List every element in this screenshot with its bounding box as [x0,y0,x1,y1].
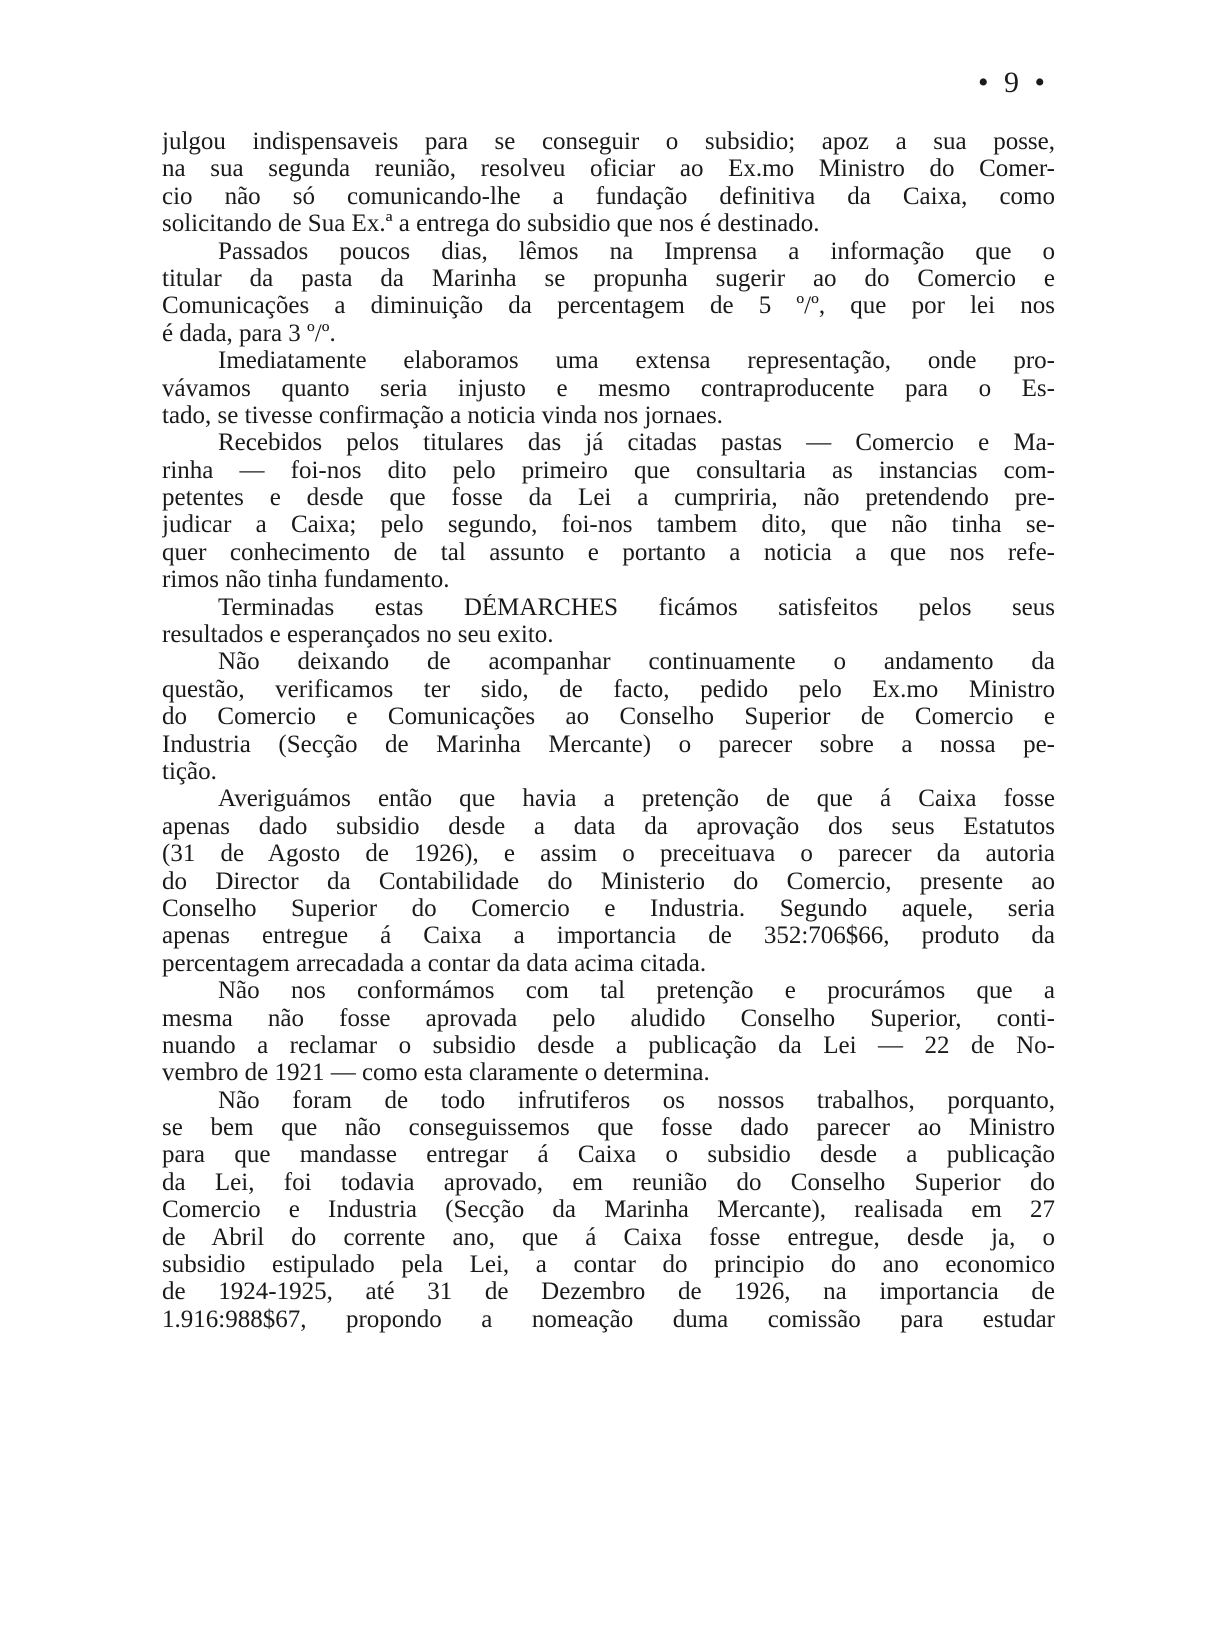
text-line: apenas entregue á Caixa a importancia de 352:706$66, produto da [162,922,1055,950]
text-line: titular da pasta da Marinha se propunha sugerir ao do Comercio e [162,264,1055,292]
text-line: Terminadas estas DÉMARCHES ficámos satisfeitos pelos seus [218,593,1055,621]
paragraph [162,238,1055,348]
text-line: tição. [162,757,217,785]
text-line: (31 de Agosto de 1926), e assim o preceituava o parecer da autoria [162,840,1055,868]
text-line: Averiguámos então que havia a pretenção de que á Caixa fosse [218,785,1055,813]
text-line: nuando a reclamar o subsidio desde a publicação da Lei — 22 de No- [162,1031,1055,1059]
page-number: • 9 • [978,66,1050,99]
text-line: na sua segunda reunião, resolveu oficiar ao Ex.mo Ministro do Comer- [162,155,1055,183]
paragraph [162,594,1055,649]
text-line: julgou indispensaveis para se conseguir o subsidio; apoz a sua posse, [162,128,1055,155]
text-line: Não foram de todo infrutiferos os nossos trabalhos, porquanto, [218,1086,1055,1114]
body-text [162,128,1055,1333]
text-line: Recebidos pelos titulares das já citadas pastas — Comercio e Ma- [218,429,1055,457]
text-line: tado, se tivesse confirmação a noticia vinda nos jornaes. [162,401,723,429]
text-line: se bem que não conseguissemos que fosse dado parecer ao Ministro [162,1114,1055,1142]
text-line: rinha — foi-nos dito pelo primeiro que consultaria as instancias com- [162,456,1055,484]
text-line: quer conhecimento de tal assunto e portanto a noticia a que nos refe- [162,538,1055,566]
text-line: rimos não tinha fundamento. [162,566,450,594]
paragraph [162,977,1055,1087]
text-line: apenas dado subsidio desde a data da aprovação dos seus Estatutos [162,812,1055,840]
text-line: petentes e desde que fosse da Lei a cumpriria, não pretendendo pre- [162,484,1055,512]
text-line: do Comercio e Comunicações ao Conselho Superior de Comercio e [162,703,1055,731]
text-line: para que mandasse entregar á Caixa o subsidio desde a publicação [162,1141,1055,1169]
text-line: de Abril do corrente ano, que á Caixa fosse entregue, desde ja, o [162,1223,1055,1251]
text-line: Comunicações a diminuição da percentagem de 5 º/º, que por lei nos [162,292,1055,320]
text-line: Imediatamente elaboramos uma extensa representação, onde pro- [218,347,1055,375]
text-line: Passados poucos dias, lêmos na Imprensa a informação que o [218,237,1055,265]
text-line: resultados e esperançados no seu exito. [162,621,554,649]
paragraph [162,347,1055,429]
paragraph [162,785,1055,977]
text-line: Industria (Secção de Marinha Mercante) o parecer sobre a nossa pe- [162,730,1055,758]
text-line: questão, verificamos ter sido, de facto, pedido pelo Ex.mo Ministro [162,675,1055,703]
paragraph [162,648,1055,785]
text-line: Conselho Superior do Comercio e Industria. Segundo aquele, seria [162,894,1055,922]
text-line: percentagem arrecadada a contar da data acima citada. [162,949,707,977]
paragraph [162,1087,1055,1334]
text-line: é dada, para 3 º/º. [162,319,336,347]
text-line: cio não só comunicando-lhe a fundação definitiva da Caixa, como [162,182,1055,210]
text-line: do Director da Contabilidade do Ministerio do Comercio, presente ao [162,867,1055,895]
paragraph [162,128,1055,238]
text-line: solicitando de Sua Ex.ª a entrega do subsidio que nos é destinado. [162,210,820,238]
text-line: vávamos quanto seria injusto e mesmo contraproducente para o Es- [162,374,1055,402]
text-line: judicar a Caixa; pelo segundo, foi-nos tambem dito, que não tinha se- [162,511,1055,539]
text-line: mesma não fosse aprovada pelo aludido Conselho Superior, conti- [162,1004,1055,1032]
text-line: da Lei, foi todavia aprovado, em reunião do Conselho Superior do [162,1168,1055,1196]
text-line: Comercio e Industria (Secção da Marinha Mercante), realisada em 27 [162,1196,1055,1224]
text-line: subsidio estipulado pela Lei, a contar do principio do ano economico [162,1251,1055,1279]
text-line: de 1924-1925, até 31 de Dezembro de 1926, na importancia de [162,1278,1055,1306]
text-line: 1.916:988$67, propondo a nomeação duma comissão para estudar [162,1305,1055,1333]
text-line: Não nos conformámos com tal pretenção e procurámos que a [218,977,1055,1005]
text-line: vembro de 1921 — como esta claramente o determina. [162,1059,710,1087]
text-line: Não deixando de acompanhar continuamente o andamento da [218,648,1055,676]
paragraph [162,429,1055,593]
